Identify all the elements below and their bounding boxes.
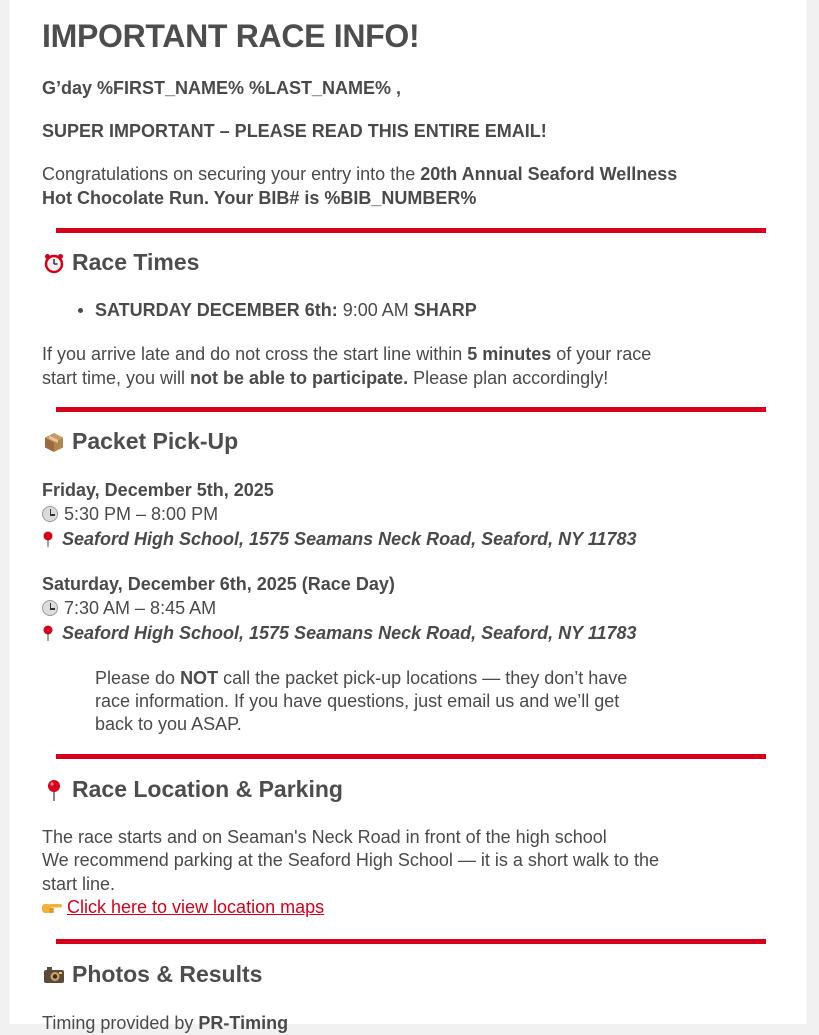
pin-icon [42, 529, 54, 545]
pickup-day2-location: Seaford High School, 1575 Seamans Neck Road, Seaford, NY 11783 [42, 621, 637, 645]
pickup-note-line-1: Please do NOT call the packet pick-up locations — they don’t have [95, 668, 628, 688]
section-heading: Photos & Results [72, 961, 263, 987]
divider [56, 754, 766, 759]
section-packet-pickup [42, 428, 238, 455]
intro-line-2: Hot Chocolate Run. Your BIB# is %BIB_NUMBER% [42, 188, 477, 208]
alarm-clock-icon [42, 251, 66, 275]
location-line-3: start line. [42, 874, 116, 894]
pickup-day1-date: Friday, December 5th, 2025 [42, 480, 274, 500]
round-pushpin-icon [42, 778, 66, 802]
section-heading: Race Location & Parking [72, 776, 343, 802]
pickup-day1-time: 5:30 PM – 8:00 PM [42, 502, 218, 526]
email-card [10, 0, 806, 1033]
greeting: G’day %FIRST_NAME% %LAST_NAME% , [42, 78, 402, 98]
section-race-times [42, 249, 199, 276]
clock-icon [42, 600, 58, 616]
camera-icon [42, 963, 66, 987]
section-race-location [42, 776, 343, 803]
timing-credit: Timing provided by PR-Timing [42, 1013, 289, 1033]
section-heading: Race Times [72, 249, 200, 275]
race-time-item: SATURDAY DECEMBER 6th: 9:00 AM SHARP [95, 300, 477, 320]
section-photos-results [42, 961, 262, 988]
pickup-note-line-3: back to you ASAP. [95, 714, 242, 734]
package-icon [42, 430, 66, 454]
bullet-dot [78, 308, 83, 313]
divider [56, 407, 766, 412]
late-notice-line-1: If you arrive late and do not cross the start line within 5 minutes of your race [42, 344, 652, 364]
clock-icon [42, 506, 58, 522]
pickup-day2-date: Saturday, December 6th, 2025 (Race Day) [42, 574, 395, 594]
pointing-hand-icon [42, 897, 62, 921]
important-notice: SUPER IMPORTANT – PLEASE READ THIS ENTIRE EMAIL! [42, 121, 547, 141]
intro-line-1: Congratulations on securing your entry into the 20th Annual Seaford Wellness [42, 164, 678, 184]
pickup-day2-time: 7:30 AM – 8:45 AM [42, 596, 216, 620]
location-line-2: We recommend parking at the Seaford High School — it is a short walk to the [42, 850, 659, 870]
location-maps-link[interactable]: Click here to view location maps [67, 897, 325, 917]
location-map-link-row [42, 895, 324, 921]
pickup-note-line-2: race information. If you have questions, just email us and we’ll get [95, 691, 620, 711]
location-line-1: The race starts and on Seaman's Neck Road in front of the high school [42, 827, 607, 847]
pin-icon [42, 623, 54, 639]
divider [56, 228, 766, 233]
divider [56, 939, 766, 944]
page-title: IMPORTANT RACE INFO! [42, 18, 420, 54]
late-notice-line-2: start time, you will not be able to participate. Please plan accordingly! [42, 368, 609, 388]
pickup-day1-location: Seaford High School, 1575 Seamans Neck Road, Seaford, NY 11783 [42, 527, 637, 551]
section-heading: Packet Pick-Up [72, 428, 239, 454]
